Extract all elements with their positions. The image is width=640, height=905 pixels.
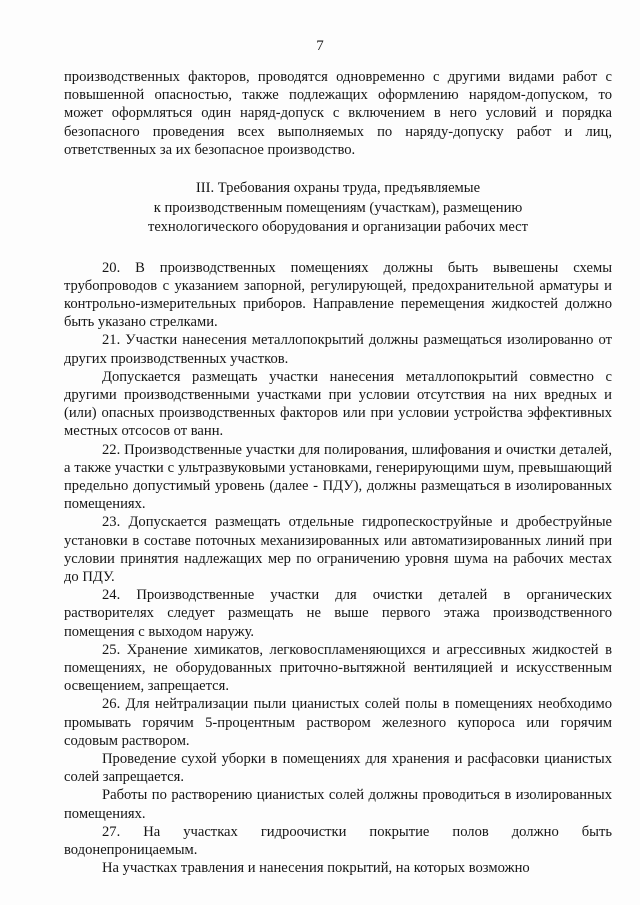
section-heading (64, 179, 612, 238)
paragraph-24: 24. Производственные участки для очистки деталей в органических растворителях следует размещать не выше первого этажа производственного помещения с выходом наружу. (64, 587, 612, 640)
paragraph-20: 20. В производственных помещениях должны быть вывешены схемы трубопроводов с указанием запорной, регулирующей, предохранительной арматуры и контрольно-измерительных приборов. Направление перемещения жидкостей должно быть указано стрелками. (64, 259, 612, 331)
paragraph-27-continued: На участках травления и нанесения покрытий, на которых возможно (102, 860, 530, 877)
paragraph-26: 26. Для нейтрализации пыли цианистых солей полы в помещениях необходимо промывать горячим 5-процентным раствором железного купороса или горячим содовым раствором. (64, 696, 612, 749)
paragraph-26-dissolving: Работы по растворению цианистых солей должны проводиться в изолированных помещениях. (64, 787, 612, 822)
page-number: 7 (316, 38, 324, 54)
document-body (64, 68, 612, 877)
section-heading-line-1: III. Требования охраны труда, предъявляемые (195, 180, 481, 197)
paragraph-27: 27. На участках гидроочистки покрытие полов должно быть водонепроницаемым. (64, 823, 612, 859)
paragraph-23: 23. Допускается размещать отдельные гидропескоструйные и дробеструйные установки в составе поточных механизированных или автоматизированных линий при условии принятия надлежащих мер по ограничению уровня шума на рабочих местах до ПДУ. (64, 514, 612, 585)
paragraph-21: 21. Участки нанесения металлопокрытий должны размещаться изолированно от других производственных участков. (64, 332, 612, 367)
section-heading-line-2: к производственным помещениям (участкам), размещению (153, 199, 523, 216)
paragraph-21-continued: Допускается размещать участки нанесения металлопокрытий совместно с другими производственными участками при условии отсутствия на них вредных и (или) опасных производственных факторов или при условии устройства эффективных местных отсосов от ванн. (64, 368, 612, 440)
section-heading-line-3: технологического оборудования и организации рабочих мест (147, 219, 529, 236)
paragraph-26-dry-cleaning: Проведение сухой уборки в помещениях для хранения и расфасовки цианистых солей запрещается. (64, 751, 612, 786)
paragraph-25: 25. Хранение химикатов, легковоспламеняющихся и агрессивных жидкостей в помещениях, не оборудованных приточно-вытяжной вентиляцией и искусственным освещением, запрещается. (64, 641, 612, 695)
intro-paragraph: производственных факторов, проводятся одновременно с другими видами работ с повышенной опасностью, также подлежащих оформлению нарядом-допуском, то может оформляться один наряд-допуск с включением в него условий и порядка безопасного проведения всех выполняемых по наряду-допуску работ и лиц, ответственных за их безопасное производство. (64, 69, 612, 158)
paragraph-22: 22. Производственные участки для полирования, шлифования и очистки деталей, а также участки с ультразвуковыми установками, генерирующими шум, превышающий предельно допустимый уровень (далее - ПДУ), должны размещаться в изолированных помещениях. (64, 441, 612, 513)
